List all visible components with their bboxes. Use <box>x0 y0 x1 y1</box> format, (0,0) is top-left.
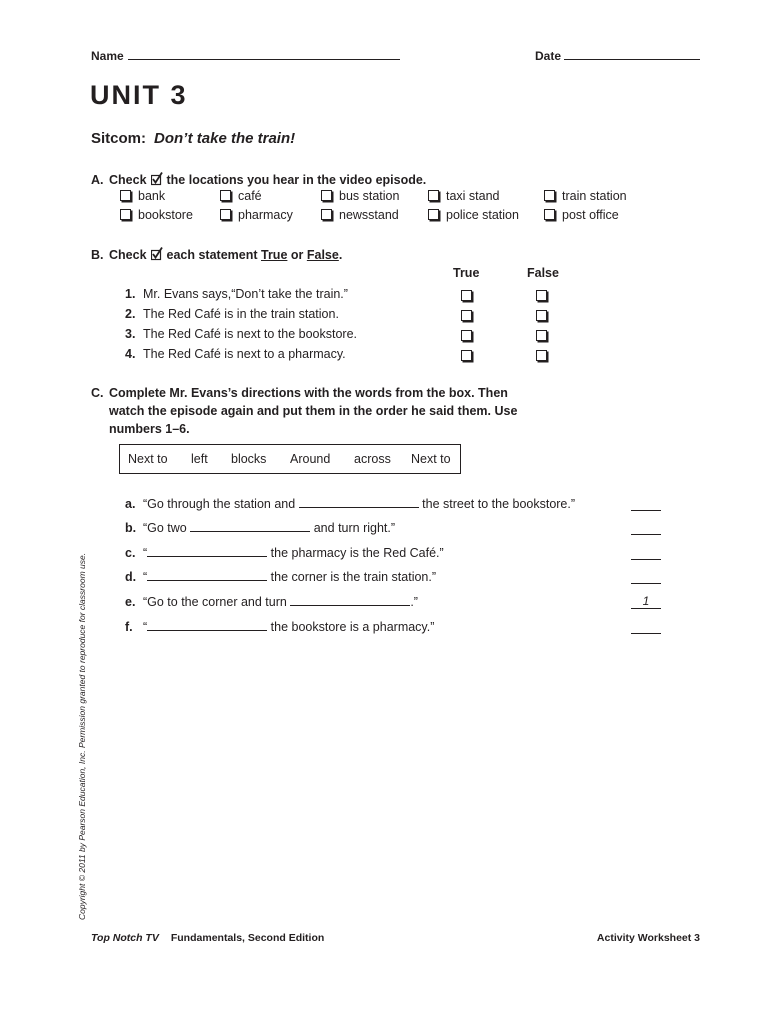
location-option[interactable] <box>428 208 519 222</box>
checkbox[interactable] <box>220 190 231 201</box>
direction-before: “ <box>143 570 148 584</box>
direction-item <box>125 519 395 535</box>
location-option[interactable] <box>428 189 500 203</box>
true-checkbox[interactable] <box>461 330 472 341</box>
direction-letter: c. <box>125 546 136 560</box>
sitcom-heading <box>91 130 295 147</box>
checkbox[interactable] <box>220 209 231 220</box>
locations-row-1 <box>0 189 768 207</box>
direction-before: “ <box>143 620 148 634</box>
false-column-header: False <box>527 266 559 280</box>
checkbox[interactable] <box>428 190 439 201</box>
order-answer-line[interactable] <box>631 569 661 584</box>
or-word: or <box>290 248 304 262</box>
false-checkbox[interactable] <box>536 330 547 341</box>
section-b-mid: each statement <box>166 248 258 262</box>
order-answer-line[interactable] <box>631 619 661 634</box>
statement-number: 2. <box>125 307 136 321</box>
name-field[interactable] <box>91 46 400 63</box>
word-box-item: Next to <box>128 452 168 466</box>
order-answer-line[interactable] <box>631 545 661 560</box>
footer-left <box>91 932 324 944</box>
fill-in-blank[interactable] <box>190 519 310 532</box>
location-label: newsstand <box>339 208 399 222</box>
location-label: bookstore <box>138 208 193 222</box>
word-box-item: Next to <box>411 452 451 466</box>
fill-in-blank[interactable] <box>147 544 267 557</box>
location-option[interactable] <box>321 189 399 203</box>
name-label: Name <box>91 49 124 63</box>
direction-before: “Go two <box>143 521 187 535</box>
location-label: post office <box>562 208 619 222</box>
unit-title: UNIT 3 <box>90 80 188 110</box>
statement-row <box>125 327 357 341</box>
direction-before: “Go to the corner and turn <box>143 595 287 609</box>
direction-after: the street to the bookstore.” <box>422 497 576 511</box>
location-label: bus station <box>339 189 400 203</box>
location-option[interactable] <box>220 189 262 203</box>
section-c-line-2: watch the episode again and put them in the order he said them. Use <box>109 404 518 418</box>
word-box-item: Around <box>290 452 331 466</box>
date-line[interactable] <box>564 46 700 60</box>
direction-letter: b. <box>125 521 137 535</box>
location-option[interactable] <box>544 208 619 222</box>
false-word: False <box>306 248 339 262</box>
section-b-letter: B. <box>91 248 104 262</box>
false-checkbox[interactable] <box>536 290 547 301</box>
true-column-header: True <box>453 266 480 280</box>
word-box-item: blocks <box>231 452 267 466</box>
section-a-suffix: the locations you hear in the video episode. <box>166 173 427 187</box>
location-label: bank <box>138 189 166 203</box>
fill-in-blank[interactable] <box>147 568 267 581</box>
checkbox[interactable] <box>544 190 555 201</box>
false-checkbox[interactable] <box>536 350 547 361</box>
direction-item <box>125 568 436 584</box>
location-label: pharmacy <box>238 208 293 222</box>
name-line[interactable] <box>128 46 400 60</box>
direction-before: “Go through the station and <box>143 497 296 511</box>
true-checkbox[interactable] <box>461 310 472 321</box>
word-box-item: across <box>354 452 391 466</box>
copyright-notice: Copyright © 2011 by Pearson Education, Inc. Permission granted to reproduce for classroom use. <box>77 552 87 920</box>
fill-in-blank[interactable] <box>147 618 267 631</box>
episode-title: Don’t take the train! <box>154 130 296 147</box>
series-name: Top Notch TV <box>91 932 159 944</box>
section-a-prefix: Check <box>109 173 147 187</box>
direction-after: the corner is the train station.” <box>270 570 437 584</box>
statement-text: The Red Café is in the train station. <box>143 307 339 321</box>
true-checkbox[interactable] <box>461 350 472 361</box>
direction-letter: a. <box>125 497 136 511</box>
location-option[interactable] <box>321 208 399 222</box>
direction-before: “ <box>143 546 148 560</box>
section-a-heading <box>91 171 426 189</box>
date-label: Date <box>535 49 562 63</box>
checkbox[interactable] <box>321 190 332 201</box>
section-c-line-3: numbers 1–6. <box>109 422 190 436</box>
checkbox[interactable] <box>120 209 131 220</box>
order-answer-line[interactable]: 1 <box>631 594 661 609</box>
checkbox[interactable] <box>544 209 555 220</box>
section-c-line-1: Complete Mr. Evans’s directions with the words from the box. Then <box>109 386 508 400</box>
statement-number: 3. <box>125 327 136 341</box>
section-b-prefix: Check <box>109 248 147 262</box>
direction-item <box>125 618 434 634</box>
location-label: police station <box>446 208 519 222</box>
statement-text: The Red Café is next to the bookstore. <box>143 327 358 341</box>
direction-after: and turn right.” <box>313 521 396 535</box>
check-mark-icon <box>151 247 162 260</box>
statement-number: 4. <box>125 347 136 361</box>
check-mark-icon <box>151 172 162 185</box>
statement-row <box>125 307 339 321</box>
statement-text: Mr. Evans says,“Don’t take the train.” <box>143 287 348 301</box>
edition-name: Fundamentals, Second Edition <box>170 932 325 944</box>
direction-letter: d. <box>125 570 137 584</box>
fill-in-blank[interactable] <box>299 495 419 508</box>
direction-item <box>125 593 418 609</box>
worksheet-label: Activity Worksheet 3 <box>596 932 700 944</box>
checkbox[interactable] <box>428 209 439 220</box>
section-a-letter: A. <box>91 173 104 187</box>
section-c-letter: C. <box>91 386 104 400</box>
section-c-heading <box>91 384 517 438</box>
direction-item <box>125 495 575 511</box>
locations-row-2 <box>0 208 768 226</box>
order-answer-line[interactable] <box>631 520 661 535</box>
statement-number: 1. <box>125 287 136 301</box>
checkbox[interactable] <box>321 209 332 220</box>
section-b-heading <box>91 246 342 264</box>
location-option[interactable] <box>220 208 293 222</box>
date-field[interactable] <box>535 46 700 63</box>
fill-in-blank[interactable] <box>290 593 410 606</box>
statement-text: The Red Café is next to a pharmacy. <box>143 347 346 361</box>
statement-row <box>125 287 348 301</box>
direction-letter: f. <box>125 620 133 634</box>
statement-row <box>125 347 346 361</box>
location-option[interactable] <box>120 208 193 222</box>
order-answer-line[interactable] <box>631 496 661 511</box>
location-label: train station <box>562 189 627 203</box>
word-box <box>119 444 461 474</box>
location-label: taxi stand <box>446 189 500 203</box>
sitcom-label: Sitcom: <box>91 130 147 147</box>
direction-after: the pharmacy is the Red Café.” <box>270 546 444 560</box>
location-option[interactable] <box>544 189 627 203</box>
direction-item <box>125 544 444 560</box>
direction-letter: e. <box>125 595 136 609</box>
location-option[interactable] <box>120 189 165 203</box>
word-box-item: left <box>191 452 208 466</box>
section-b-end: . <box>338 248 343 262</box>
direction-after: the bookstore is a pharmacy.” <box>270 620 435 634</box>
true-word: True <box>261 248 288 262</box>
direction-after: .” <box>410 595 418 609</box>
true-checkbox[interactable] <box>461 290 472 301</box>
false-checkbox[interactable] <box>536 310 547 321</box>
checkbox[interactable] <box>120 190 131 201</box>
location-label: café <box>238 189 262 203</box>
